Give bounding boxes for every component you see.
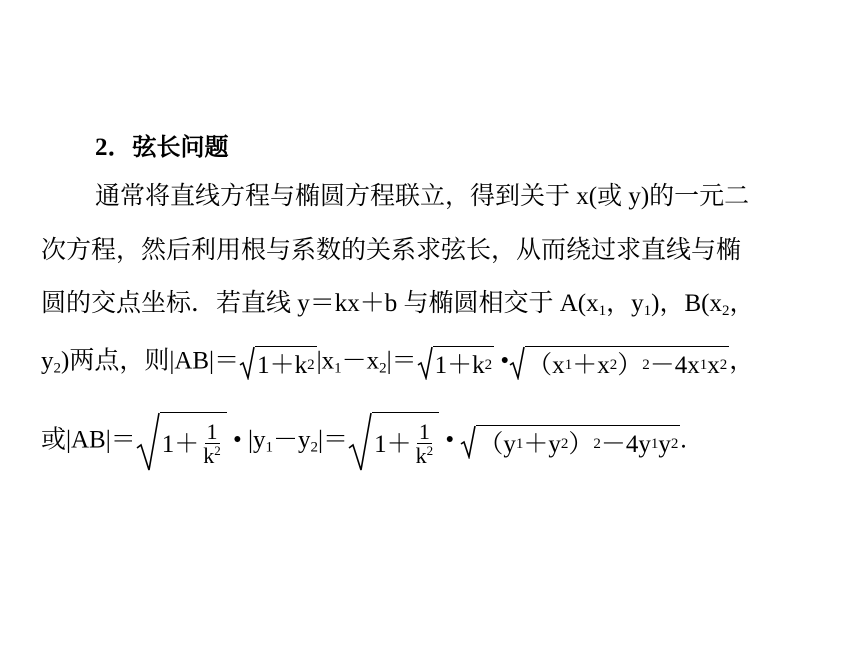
section-title: 弦长问题 <box>132 133 229 161</box>
radical-1-plus-inv-k2-b: 1＋ $\frac{1}{k^2}$ <box>348 412 439 472</box>
chord-length-formula-x: $y_2$)两点，则|AB|＝ 1＋k 2 $|x_1-x_2|=$ 1＋k 2 • （x 1 ＋x 2 ） 2 －4x 1 x 2 ， <box>41 347 755 379</box>
radical-discriminant-y: （y 1 ＋y 2 ） 2 －4y 1 y 2 <box>460 425 680 459</box>
radical-1-plus-k2-b: 1＋k 2 <box>417 346 495 380</box>
line3-text: 圆的交点坐标．若直线 y＝kx＋b 与椭圆相交于 A(x <box>41 290 599 317</box>
section-heading <box>95 135 229 160</box>
fraction-1-over-k2-b: $\frac{1}{k^2}$ <box>415 418 434 468</box>
paragraph-line-3: 圆的交点坐标．若直线 y＝kx＋b 与椭圆相交于 $A(x_1$，$y_1$)，$B(x_2$， <box>41 290 755 319</box>
paragraph-line-1: 通常将直线方程与椭圆方程联立，得到关于 x(或 y)的一元二 <box>95 183 750 210</box>
line5-text: 或|AB|＝ <box>41 426 136 454</box>
chord-length-formula-y: 或|AB|＝ 1＋ $\frac{1}{k^2}$ • $|y_1-y_2|=$ 1＋ $\frac{1}{k^2}$ • （y 1 ＋y 2 ） 2 －4y 1 y 2 . <box>41 412 687 472</box>
line4-text: 两点，则|AB|＝ <box>69 347 240 375</box>
section-number: 2． <box>95 134 133 161</box>
fraction-1-over-k2: $\frac{1}{k^2}$ <box>203 418 221 468</box>
paragraph-line-2: 次方程，然后利用根与系数的关系求弦长，从而绕过求直线与椭 <box>41 237 742 264</box>
radical-1-plus-inv-k2: 1＋ $\frac{1}{k^2}$ <box>136 412 227 472</box>
radical-discriminant-x: （x 1 ＋x 2 ） 2 －4x 1 x 2 <box>509 346 729 380</box>
radical-1-plus-k2: 1＋k 2 <box>239 346 317 380</box>
